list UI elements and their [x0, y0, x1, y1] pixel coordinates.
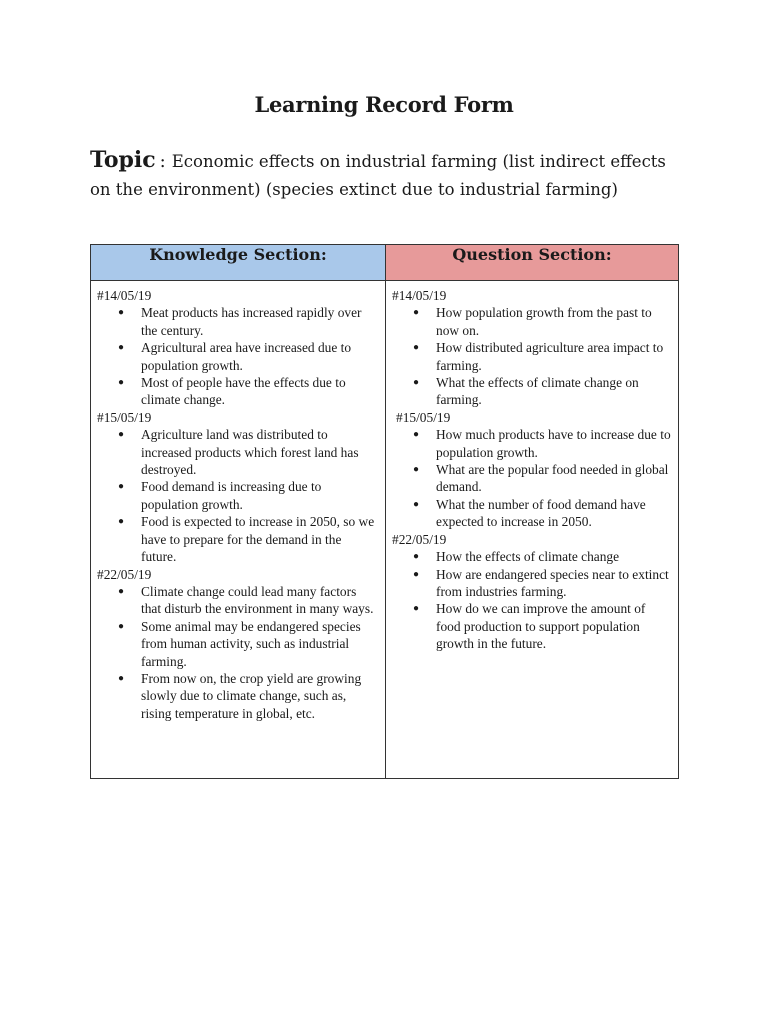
- knowledge-cell: [91, 281, 386, 779]
- list-item: ● What are the popular food needed in global demand.: [413, 462, 669, 495]
- topic-label: Topic: [90, 147, 156, 173]
- list-item: ● From now on, the crop yield are growing slowly due to climate change, such as, rising temperature in global, etc.: [118, 670, 362, 721]
- bullet-icon: ●: [413, 568, 420, 580]
- knowledge-list-3: [97, 583, 379, 722]
- bullet-icon: ●: [413, 307, 420, 319]
- knowledge-date-1: #14/05/19: [97, 288, 152, 303]
- list-item: ● How population growth from the past to now on.: [413, 305, 652, 338]
- knowledge-date-2: #15/05/19: [97, 409, 152, 425]
- bullet-icon: ●: [118, 516, 125, 528]
- knowledge-section-header: Knowledge Section:: [91, 245, 386, 281]
- page-title: Learning Record Form: [254, 92, 514, 117]
- list-item: ● How the effects of climate change: [413, 549, 620, 565]
- bullet-icon: ●: [118, 620, 125, 632]
- list-item: ● What the effects of climate change on farming.: [413, 375, 639, 408]
- question-section-header: Question Section:: [386, 245, 679, 281]
- topic-text: Economic effects on industrial farming (list indirect effects on the environment) (species extinct due to industrial farming): [90, 152, 666, 199]
- bullet-icon: ●: [118, 342, 125, 354]
- bullet-icon: ●: [118, 672, 125, 684]
- question-list-2: [392, 426, 672, 530]
- bullet-icon: ●: [413, 464, 420, 476]
- list-item: ● Food is expected to increase in 2050, so we have to prepare for the demand in the future.: [118, 514, 375, 565]
- list-item: ● Some animal may be endangered species from human activity, such as industrial farming.: [118, 618, 361, 669]
- table-body-row: [91, 281, 679, 779]
- bullet-icon: ●: [118, 377, 125, 389]
- list-item: ● What the number of food demand have expected to increase in 2050.: [413, 496, 646, 530]
- list-item: ● Meat products has increased rapidly over the century.: [118, 305, 362, 338]
- list-item: ● Climate change could lead many factors that disturb the environment in many ways.: [118, 583, 374, 617]
- knowledge-date-3: #22/05/19: [97, 566, 152, 582]
- list-item: ● Food demand is increasing due to population growth.: [118, 479, 322, 512]
- topic-colon: :: [159, 151, 166, 172]
- list-item: ● How are endangered species near to extinct from industries farming.: [413, 566, 669, 599]
- bullet-icon: ●: [413, 551, 420, 563]
- bullet-icon: ●: [118, 481, 125, 493]
- list-item: ● Agricultural area have increased due to population growth.: [118, 340, 352, 373]
- bullet-icon: ●: [118, 585, 125, 597]
- question-date-2: #15/05/19: [396, 409, 451, 425]
- bullet-icon: ●: [413, 342, 420, 354]
- question-cell: [386, 281, 679, 779]
- list-item: ● Most of people have the effects due to climate change.: [118, 375, 346, 408]
- list-item: ● How distributed agriculture area impact to farming.: [413, 340, 664, 373]
- table-header-row: [91, 245, 679, 281]
- question-list-3: [392, 548, 672, 652]
- question-date-1: #14/05/19: [392, 288, 447, 303]
- learning-record-table: [90, 244, 679, 779]
- question-list-1: [392, 304, 672, 408]
- knowledge-list-2: [97, 426, 379, 565]
- list-item: ● How much products have to increase due to population growth.: [413, 427, 671, 460]
- bullet-icon: ●: [118, 429, 125, 441]
- list-item: ● How do we can improve the amount of food production to support population growth in the future.: [413, 601, 646, 652]
- bullet-icon: ●: [413, 498, 420, 510]
- bullet-icon: ●: [413, 603, 420, 615]
- list-item: ● Agriculture land was distributed to increased products which forest land has destroyed.: [118, 427, 359, 478]
- knowledge-list-1: [97, 304, 379, 408]
- bullet-icon: ●: [413, 377, 420, 389]
- bullet-icon: ●: [118, 307, 125, 319]
- topic-line: [90, 146, 690, 204]
- question-date-3: #22/05/19: [392, 531, 447, 547]
- bullet-icon: ●: [413, 429, 420, 441]
